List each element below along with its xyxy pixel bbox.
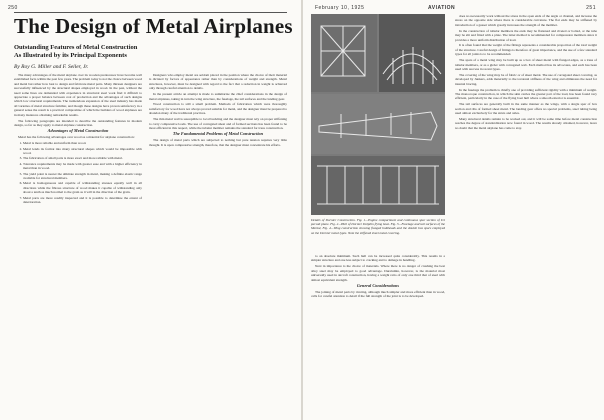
paragraph: The tail surfaces are generally built in the same manner as the wings, with a single spar of box section and ribs of formed sheet metal. The landing gear offers no special problems, steel tubing being used almost exclusively for the struts and axles. [455, 102, 597, 116]
list-item: 1. Metal is more reliable and uniform than wood. [23, 141, 142, 145]
construction-photo [311, 14, 445, 215]
paragraph: The joining of metal parts by riveting, although much simpler and more efficient than in wood, calls for careful attention to detail if the full strength of the joint is to be developed. [311, 289, 445, 299]
list-item: 2. Metal lends its format into many structural shapes which would be impossible with wood. [23, 147, 142, 156]
list-item: 7. Metal parts are more readily inspected and it is possible to determine the extent of deterioration. [23, 196, 142, 205]
subtitle-line-2: As Illustrated by its Principal Exponents [14, 52, 127, 59]
issue-date: February 10, 1925 [315, 5, 365, 11]
engine-frame-drawing [321, 26, 365, 76]
list-item: 5. The yield point is nearer the ultimate strength in metal, making a definite elastic range available for structural members. [23, 172, 142, 181]
paragraph: In the present article an attempt is made to summarize the chief considerations in the design of metal airplanes, taking in turn the wing structure, the fuselage, the tail surfaces and the landing gear. [149, 92, 287, 101]
magazine-name: AVIATION [428, 5, 456, 11]
section-heading: General Considerations [356, 282, 400, 288]
right-page-number: 251 [586, 5, 596, 11]
article-subtitle [14, 44, 137, 60]
right-column-1 [311, 254, 445, 414]
paragraph: The spars of a metal wing may be built up as a box of sheet metal with flanged edges, as a truss of tubular members, or as a girder with corrugated web. Each method has its advocates, and each has been used with success in recent types. [455, 58, 597, 71]
photo-caption: Details of Dornier Construction. Fig. 1—Engine compartment and continuous spar section of D1 pursuit plane. Fig. 2—Hull of Dornier Dolphin flying boat. Fig. 3—Fuselage and tail surfaces of the Merkur, Fig. 4—Wing construction showing flanged bulkheads and the double box spars employed on the Dornier metal types. Note the stiffened sheet metal covering. [311, 218, 445, 235]
paragraph: The design of metal parts which are subjected to nothing but pure tension requires very little thought. It is upon compressive strength, therefore, that the designer must concentrate his efforts. [149, 138, 287, 147]
paragraph: Metal has the following advantages over wood as a material for airplane construction: [18, 135, 135, 140]
paragraph: does no necessarily work without the stress in the open ends of the angle or channel, and increase the stress on the opposite side where there is considerable curvature. The flat ends may be stiffened by introduction of a gusset which greatly increases the strength of the member. [455, 14, 597, 27]
paragraph: It is often found that the weight of the fittings represents a considerable proportion of the total weight of the structure. Careful design of fittings is therefore of great importance, and the use of a few standard types for all joints is to be recommended. [455, 43, 597, 57]
list-item: 4. Tolerance requirements may be made with greater ease and with a higher efficiency in metal than in wood. [23, 162, 142, 171]
advantages-list [14, 141, 142, 204]
paragraph: In the fuselage the problem is chiefly one of providing sufficient rigidity with a minimum of weight. The monocoque construction, in which the skin carries the greater part of the load, has been found very efficient, particularly in the case of the flying boat hull where a smooth exterior is essential. [455, 87, 597, 101]
list-item: 6. Metal is homogeneous and capable of withstanding stresses equally well in all directions while the fibrous structure of wood makes it capable of withstanding only about a tenth as much normal to the grain as it will in the direction of the grain. [23, 181, 142, 194]
article-byline: By Roy G. Miller and F. Seiler, Jr. [14, 64, 89, 70]
title-rule [14, 12, 287, 13]
right-page [303, 0, 604, 420]
left-page-number: 250 [8, 5, 18, 11]
left-column-2 [149, 73, 287, 415]
section-heading: Advantages of Metal Construction [47, 128, 109, 134]
paragraph: The covering of the wing may be of fabric or of sheet metal. The use of corrugated sheet covering, as developed by Junkers, adds materially to the torsional stiffness of the wing and eliminates the need for internal bracing. [455, 72, 597, 86]
photo-panel-4 [311, 156, 445, 215]
paragraph: Wood construction is still a small problem. Methods of fabrication which were thoroughly satisfactory for wood have not always proved suitable for metal, and the designer must be prepared to abandon many of the traditional practices. [149, 102, 287, 116]
photo-composite [311, 14, 445, 215]
right-column-2 [455, 14, 597, 414]
paragraph: Many structural details remain to be worked out, and it will be some time before metal construction reaches the degree of standardization now found in wood. The results already obtained, however, leave no doubt that the metal airplane has come to stay. [455, 117, 597, 130]
section-heading: The Fundamental Problems of Metal Construction [172, 131, 264, 137]
article-title: The Design of Metal Airplanes [14, 14, 293, 38]
paragraph: The many advantages of the metal airplane over its wooden predecessor have become well established facts within the past few years. The problem today is not the choice between wood and metal but rather how best to design and fabricate metal parts. Many thirteen designers are successfully influenced by the structural shapes employed in wood. In the past, without the need some lines are demanded with experience in structural steel work find it difficult to appreciate a proper balance between cost of production and the advantages of such designs which low structural requirements. The tremendous expansion of the steel industry has made all varieties of metal structure familiar, and though these designs have proven satisfactory in a general sense the result is a practical compromise of which the builders of wood airplanes are in many instances obtaining remarkable results. [14, 73, 142, 117]
left-column-1 [14, 73, 142, 415]
subtitle-line-1: Outstanding Features of Metal Construction [14, 44, 138, 51]
left-page [0, 0, 301, 420]
paragraph: Next in importance is the choice of materials. Where there is no danger of crushing the best alloy steel may be employed to good advantage. Duralumin, however, is the material most universally used in aircraft construction, having a weight ratio of only one third that of steel with almost equivalent strength. [311, 264, 445, 282]
photo-panel-2 [379, 14, 445, 92]
paragraph: to an absolute minimum. Such hull can be increased quite considerably. This results in a simpler structure and one less subject to cracking and to damage in handling. [311, 254, 445, 263]
paragraph: In the construction of tubular members the ends may be flattened and riveted or bolted, or the tube may be slit and fitted with a plate. The latter method is recommended for compression members since it provides a more uniform distribution of load. [455, 28, 597, 42]
paragraph: Designers who employ metal are seldom placed in the position where the choice of their material is dictated by factors of appearance rather than by considerations of weight and strength. Metal structures, however, must be designed with regard to the fact that a reduction in weight is achieved only through careful attention to details. [149, 73, 287, 91]
list-item: 3. The fabrication of small parts is more exact and more reliable with metal. [23, 156, 142, 160]
paragraph: The thin metal wall is susceptible to local buckling and the designer must rely on proper stiffening to carry compressive loads. The use of corrugated sheet and of formed sections has been found to be most efficient in this respect, while the tubular member remains the standard for truss construction. [149, 117, 287, 130]
paragraph: The following paragraphs are intended to describe the outstanding features in modern design, so far as they apply to metal airplane construction. [14, 118, 142, 127]
